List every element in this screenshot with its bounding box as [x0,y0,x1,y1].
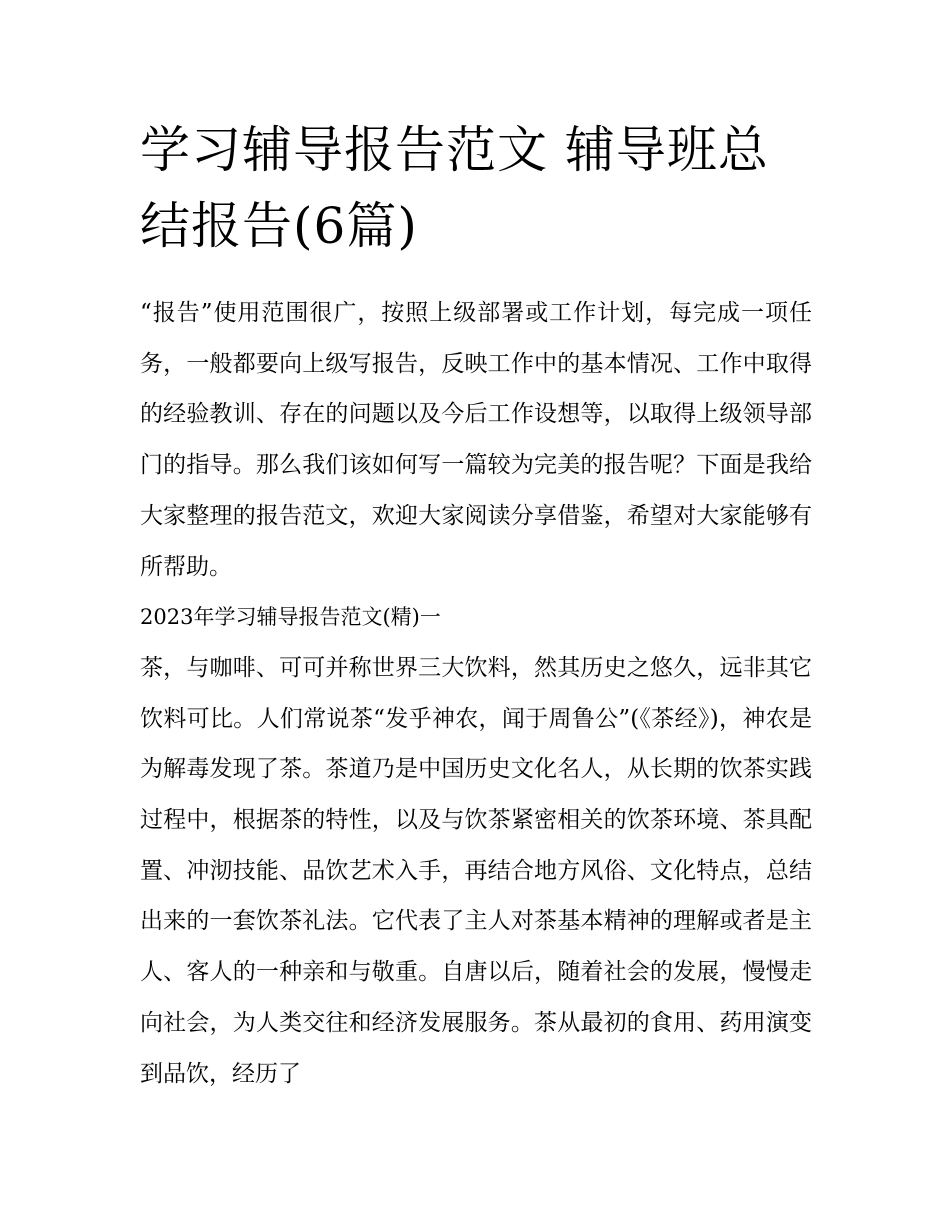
document-page [140,112,812,1099]
section-body-paragraph: 茶，与咖啡、可可并称世界三大饮料，然其历史之悠久，远非其它饮料可比。人们常说茶“发乎神农，闻于周鲁公”(《茶经》)，神农是为解毒发现了茶。茶道乃是中国历史文化名人，从长期的饮茶实践过程中，根据茶的特性，以及与饮茶紧密相关的饮茶环境、茶具配置、冲沏技能、品饮艺术入手，再结合地方风俗、文化特点，总结出来的一套饮茶礼法。它代表了主人对茶基本精神的理解或者是主人、客人的一种亲和与敬重。自唐以后，随着社会的发展，慢慢走向社会，为人类交往和经济发展服务。茶从最初的食用、药用演变到品饮，经历了 [140,654,812,1087]
section-heading: 2023年学习辅导报告范文(精)一 [140,605,441,630]
intro-paragraph: “报告”使用范围很广，按照上级部署或工作计划，每完成一项任务，一般都要向上级写报告，反映工作中的基本情况、工作中取得的经验教训、存在的问题以及今后工作设想等，以取得上级领导部门的指导。那么我们该如何写一篇较为完美的报告呢？下面是我给大家整理的报告范文，欢迎大家阅读分享借鉴，希望对大家能够有所帮助。 [140,300,812,580]
document-title: 学习辅导报告范文 辅导班总结报告(6篇) [140,121,769,255]
